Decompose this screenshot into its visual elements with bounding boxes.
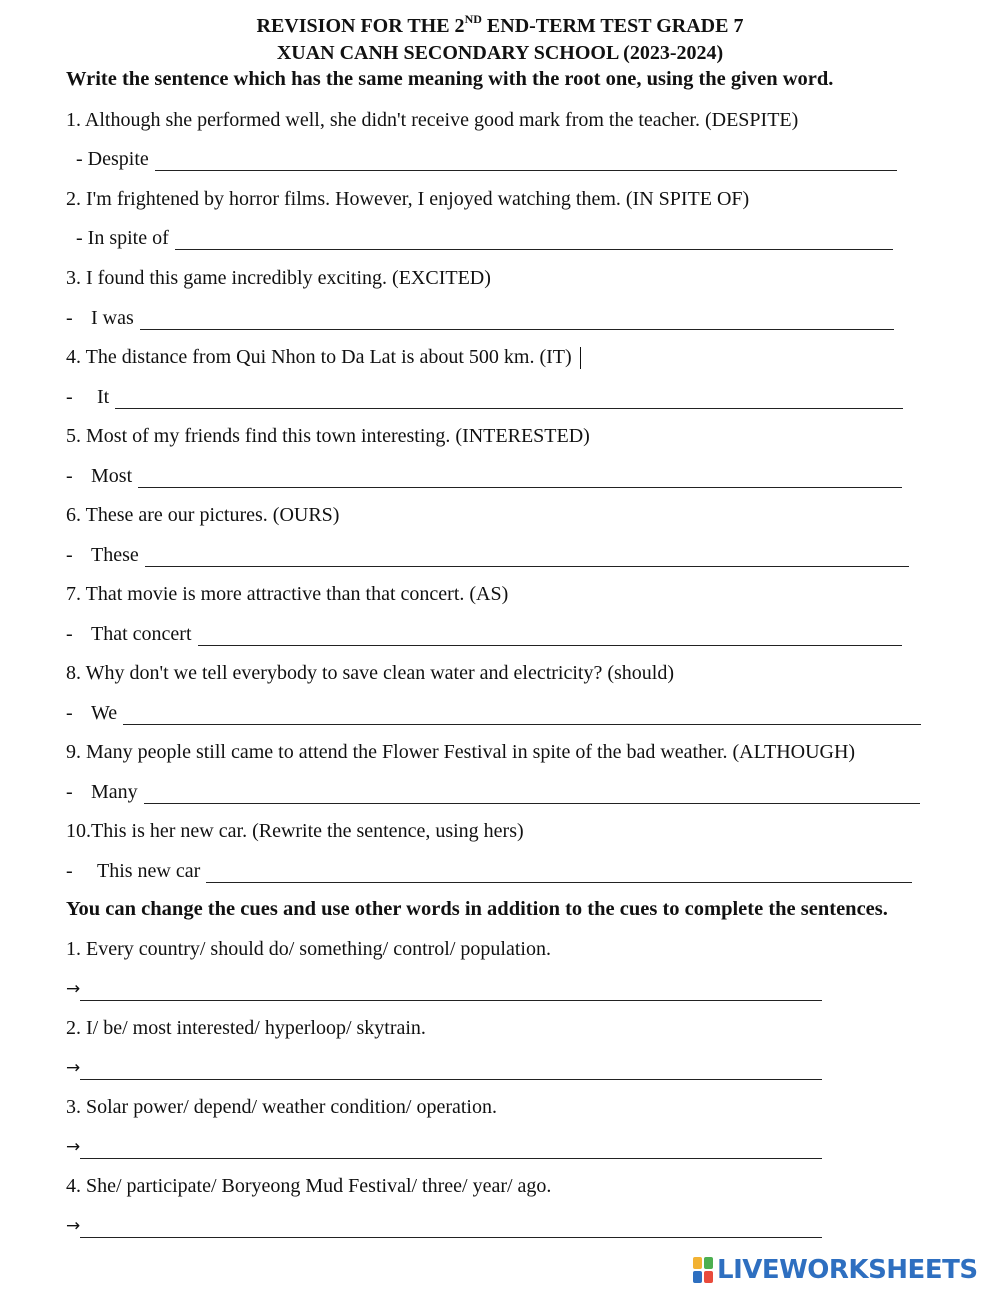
answer-blank-9[interactable] — [144, 785, 920, 804]
answer-row-9: - Many — [66, 780, 920, 804]
question-3: 3. I found this game incredibly exciting. (EXCITED) — [66, 267, 491, 289]
logo-text: LIVEWORKSHEETS — [717, 1255, 978, 1285]
cue-question-1: 1. Every country/ should do/ something/ control/ population. — [66, 938, 551, 960]
answer-row-3: - I was — [66, 306, 894, 330]
arrow-icon: → — [66, 1137, 81, 1157]
answer-row-7: - That concert — [66, 622, 902, 646]
page-title — [0, 12, 1000, 37]
cue-answer-row-2 — [66, 1056, 822, 1080]
answer-prompt-2: - In spite of — [76, 227, 169, 249]
cue-answer-row-4 — [66, 1214, 822, 1238]
answer-blank-2[interactable] — [175, 231, 893, 250]
answer-blank-8[interactable] — [123, 706, 921, 725]
cue-answer-blank-4[interactable] — [80, 1219, 822, 1238]
question-9: 9. Many people still came to attend the Flower Festival in spite of the bad weather. (ALTHOUGH) — [66, 741, 856, 763]
answer-blank-4[interactable] — [115, 390, 903, 409]
cue-question-2: 2. I/ be/ most interested/ hyperloop/ skytrain. — [66, 1017, 426, 1039]
school-title: XUAN CANH SECONDARY SCHOOL (2023-2024) — [276, 42, 724, 64]
answer-row-8: - We — [66, 701, 921, 725]
arrow-icon: → — [66, 1058, 81, 1078]
answer-row-2 — [76, 226, 893, 250]
cue-answer-row-3 — [66, 1135, 822, 1159]
question-4 — [66, 345, 581, 369]
answer-prompt-1: - Despite — [76, 148, 149, 170]
answer-prompt-4: It — [97, 386, 110, 408]
title-line1-pre: REVISION FOR THE 2 — [256, 15, 465, 37]
answer-blank-3[interactable] — [140, 311, 894, 330]
cue-question-4: 4. She/ participate/ Boryeong Mud Festival/ three/ year/ ago. — [66, 1175, 552, 1197]
answer-prompt-8: We — [91, 702, 118, 724]
answer-prompt-5: Most — [91, 465, 133, 487]
answer-row-1 — [76, 147, 897, 171]
section2-instruction: You can change the cues and use other words in addition to the cues to complete the sentences. — [66, 898, 888, 920]
logo-mark-icon — [693, 1257, 713, 1283]
question-4-text: 4. The distance from Qui Nhon to Da Lat is about 500 km. (IT) — [66, 346, 572, 368]
title-line1-sup: ND — [464, 12, 482, 26]
question-8: 8. Why don't we tell everybody to save clean water and electricity? (should) — [66, 662, 675, 684]
arrow-icon: → — [66, 1216, 81, 1236]
answer-row-5: - Most — [66, 464, 902, 488]
section1-instruction: Write the sentence which has the same meaning with the root one, using the given word. — [66, 68, 834, 90]
answer-prompt-6: These — [91, 544, 139, 566]
question-10: 10.This is her new car. (Rewrite the sentence, using hers) — [66, 820, 524, 842]
cue-question-3: 3. Solar power/ depend/ weather condition/ operation. — [66, 1096, 497, 1118]
question-7: 7. That movie is more attractive than that concert. (AS) — [66, 583, 509, 605]
answer-blank-7[interactable] — [198, 627, 902, 646]
answer-row-4: - It — [66, 385, 903, 409]
answer-blank-5[interactable] — [138, 469, 902, 488]
question-2: 2. I'm frightened by horror films. However, I enjoyed watching them. (IN SPITE OF) — [66, 188, 750, 210]
cue-answer-blank-1[interactable] — [80, 982, 822, 1001]
question-5: 5. Most of my friends find this town interesting. (INTERESTED) — [66, 425, 590, 447]
cue-answer-row-1 — [66, 977, 822, 1001]
answer-row-10: - This new car — [66, 859, 912, 883]
cue-answer-blank-2[interactable] — [80, 1061, 822, 1080]
answer-row-6: - These — [66, 543, 909, 567]
answer-prompt-7: That concert — [91, 623, 192, 645]
liveworksheets-logo[interactable] — [693, 1255, 978, 1285]
answer-prompt-10: This new car — [97, 860, 201, 882]
arrow-icon: → — [66, 979, 81, 999]
text-cursor — [580, 347, 582, 369]
question-1: 1. Although she performed well, she didn't receive good mark from the teacher. (DESPITE) — [66, 109, 799, 131]
answer-blank-1[interactable] — [155, 152, 897, 171]
title-line1-post: END-TERM TEST GRADE 7 — [481, 15, 744, 37]
answer-blank-10[interactable] — [206, 864, 912, 883]
answer-blank-6[interactable] — [145, 548, 909, 567]
answer-prompt-9: Many — [91, 781, 138, 803]
question-6: 6. These are our pictures. (OURS) — [66, 504, 340, 526]
answer-prompt-3: I was — [91, 307, 134, 329]
cue-answer-blank-3[interactable] — [80, 1140, 822, 1159]
